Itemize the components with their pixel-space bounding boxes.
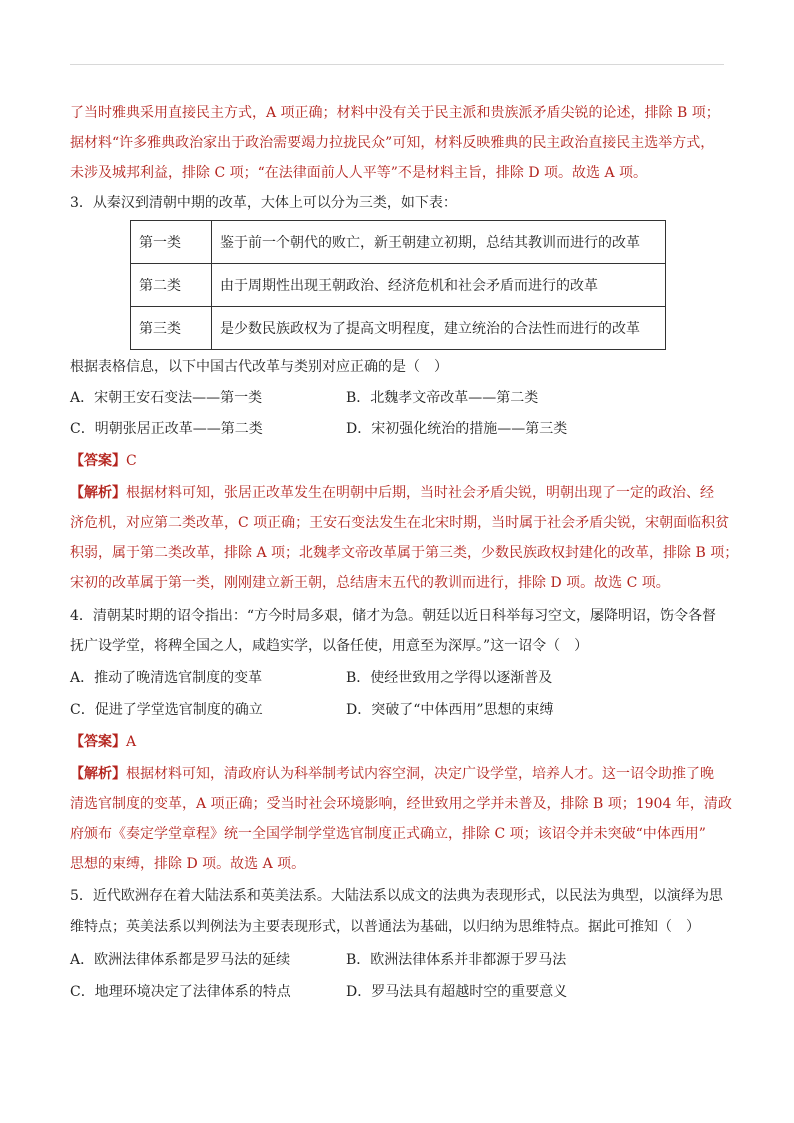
analysis-text: 根据材料可知，清政府认为科举制考试内容空洞，决定广设学堂，培养人才。这一诏令助推了晚 — [126, 766, 714, 782]
question-3-option-a: A．宋朝王安石变法——第一类 — [70, 390, 263, 406]
analysis-4-line-2: 清选官制度的变革，A 项正确；受当时社会环境影响，经世致用之学并未普及，排除 B 项；1904 年，清政 — [70, 796, 732, 812]
answer-3 — [70, 451, 137, 471]
question-4-option-a: A．推动了晚清选官制度的变革 — [70, 670, 263, 686]
answer-label: 【答案】 — [70, 453, 126, 469]
analysis-3-line-4: 宋初的改革属于第一类，刚刚建立新王朝，总结唐末五代的教训而进行，排除 D 项。故选 C 项。 — [70, 575, 670, 591]
analysis-2-line-3: 未涉及城邦利益，排除 C 项；“在法律面前人人平等”不是材料主旨，排除 D 项。故选 A 项。 — [70, 165, 648, 181]
question-5-option-a: A．欧洲法律体系都是罗马法的延续 — [70, 952, 291, 968]
question-5-stem-2: 维特点；英美法系以判例法为主要表现形式，以普通法为基础，以归纳为思维特点。据此可推知（ ） — [70, 919, 700, 935]
question-3-stem: 3．从秦汉到清朝中期的改革，大体上可以分为三类，如下表： — [70, 195, 457, 211]
analysis-4-line-1 — [70, 764, 714, 784]
analysis-4-line-4: 思想的束缚，排除 D 项。故选 A 项。 — [70, 856, 306, 872]
question-5-option-b: B．欧洲法律体系并非都源于罗马法 — [346, 952, 567, 968]
analysis-3-line-1 — [70, 483, 714, 503]
question-5-option-d: D．罗马法具有超越时空的重要意义 — [346, 984, 568, 1000]
question-4-stem-2: 抚广设学堂，将稗全国之人，咸趋实学，以备任使，用意至为深厚。”这一诏令（ ） — [70, 638, 589, 654]
analysis-3-line-2: 济危机，对应第二类改革，C 项正确；王安石变法发生在北宋时期，当时属于社会矛盾尖锐，宋朝面临积贫 — [70, 515, 730, 531]
analysis-2-line-1: 了当时雅典采用直接民主方式，A 项正确；材料中没有关于民主派和贵族派矛盾尖锐的论述，排除 B 项； — [70, 105, 720, 121]
table-row — [131, 221, 666, 264]
answer-value: A — [126, 734, 137, 750]
analysis-label: 【解析】 — [70, 485, 126, 501]
question-5-stem-1: 5．近代欧洲存在着大陆法系和英美法系。大陆法系以成文的法典为表现形式，以民法为典型，以演绎为思 — [70, 888, 723, 904]
table-cell-category: 第一类 — [131, 221, 212, 264]
analysis-text: 根据材料可知，张居正改革发生在明朝中后期，当时社会矛盾尖锐，明朝出现了一定的政治、经 — [126, 485, 714, 501]
question-3-option-b: B．北魏孝文帝改革——第二类 — [346, 390, 539, 406]
table-cell-description: 是少数民族政权为了提高文明程度，建立统治的合法性而进行的改革 — [212, 307, 666, 350]
answer-value: C — [126, 453, 137, 469]
reform-table — [130, 220, 666, 350]
question-3-option-c: C．明朝张居正改革——第二类 — [70, 421, 263, 437]
question-4-option-d: D．突破了“中体西用”思想的束缚 — [346, 702, 554, 718]
table-cell-description: 由于周期性出现王朝政治、经济危机和社会矛盾而进行的改革 — [212, 264, 666, 307]
header-divider — [70, 64, 724, 65]
analysis-3-line-3: 积弱，属于第二类改革，排除 A 项；北魏孝文帝改革属于第三类，少数民族政权封建化的改革，排除 B 项； — [70, 545, 739, 561]
answer-4 — [70, 732, 136, 752]
table-row — [131, 264, 666, 307]
question-4-option-b: B．使经世致用之学得以逐渐普及 — [346, 670, 553, 686]
analysis-4-line-3: 府颁布《奏定学堂章程》统一全国学制学堂选官制度正式确立，排除 C 项；该诏令并未突破“中体西用” — [70, 826, 706, 842]
question-4-stem-1: 4．清朝某时期的诏令指出：“方今时局多艰，储才为急。朝廷以近日科举每习空文，屡降明诏，饬令各督 — [70, 608, 717, 624]
table-row — [131, 307, 666, 350]
question-3-option-d: D．宋初强化统治的措施——第三类 — [346, 421, 568, 437]
table-cell-category: 第二类 — [131, 264, 212, 307]
analysis-2-line-2: 据材料“许多雅典政治家出于政治需要竭力拉拢民众”可知，材料反映雅典的民主政治直接民主选举方式， — [70, 135, 715, 151]
question-3-prompt: 根据表格信息，以下中国古代改革与类别对应正确的是（ ） — [70, 359, 448, 375]
analysis-label: 【解析】 — [70, 766, 126, 782]
table-cell-category: 第三类 — [131, 307, 212, 350]
question-5-option-c: C．地理环境决定了法律体系的特点 — [70, 984, 291, 1000]
answer-label: 【答案】 — [70, 734, 126, 750]
table-cell-description: 鉴于前一个朝代的败亡，新王朝建立初期，总结其教训而进行的改革 — [212, 221, 666, 264]
question-4-option-c: C．促进了学堂选官制度的确立 — [70, 702, 263, 718]
